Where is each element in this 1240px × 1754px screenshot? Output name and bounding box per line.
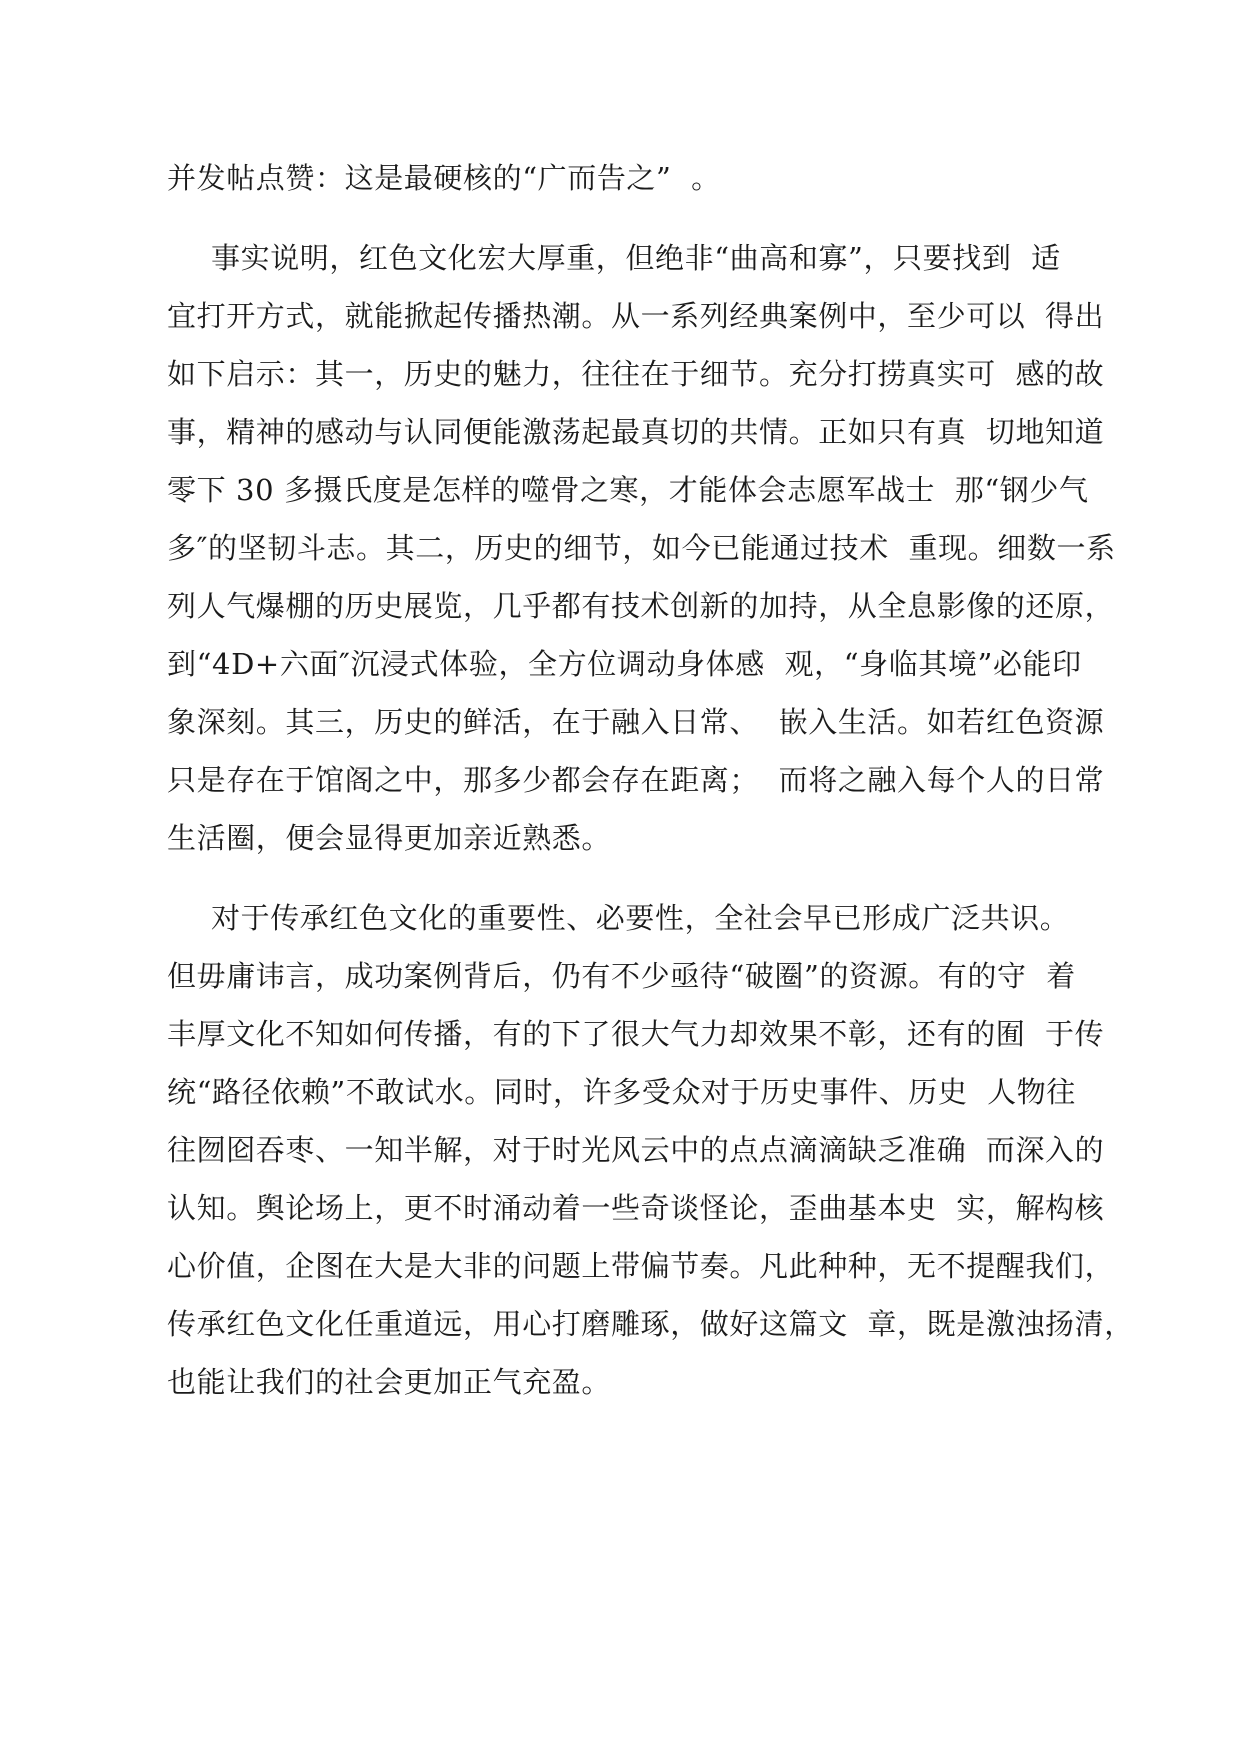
text-line: 零下 30 多摄氏度是怎样的噬骨之寒，才能体会志愿军战士 那“钢少气 [167,473,1089,507]
text-line: 对于传承红色文化的重要性、必要性，全社会早已形成广泛共识。 [211,901,1070,935]
text-line: 也能让我们的社会更加正气充盈。 [167,1365,612,1399]
text-line: 传承红色文化任重道远，用心打磨雕琢，做好这篇文 章，既是激浊扬清， [167,1307,1134,1341]
text-line: 往囫囵吞枣、一知半解，对于时光风云中的点点滴滴缺乏准确 而深入的 [167,1133,1105,1167]
text-line: 生活圈，便会显得更加亲近熟悉。 [167,821,612,855]
text-line: 但毋庸讳言，成功案例背后，仍有不少亟待“破圈”的资源。有的守 着 [167,959,1076,993]
text-line: 统“路径依赖”不敢试水。同时，许多受众对于历史事件、历史 人物往 [167,1075,1076,1109]
text-line: 列人气爆棚的历史展览，几乎都有技术创新的加持，从全息影像的还原， [167,589,1115,623]
text-line: 如下启示：其一，历史的魅力，往往在于细节。充分打捞真实可 感的故 [167,357,1105,391]
text-line: 事，精神的感动与认同便能激荡起最真切的共情。正如只有真 切地知道 [167,415,1105,449]
text-line: 只是存在于馆阁之中，那多少都会存在距离； 而将之融入每个人的日常 [167,763,1105,797]
text-line: 象深刻。其三，历史的鲜活，在于融入日常、 嵌入生活。如若红色资源 [167,705,1105,739]
text-line: 事实说明，红色文化宏大厚重，但绝非“曲高和寡”，只要找到 适 [211,241,1061,275]
text-line: 并发帖点赞：这是最硬核的“广而告之” 。 [167,161,721,195]
text-line: 宜打开方式，就能掀起传播热潮。从一系列经典案例中，至少可以 得出 [167,299,1105,333]
text-line: 多″的坚韧斗志。其二，历史的细节，如今已能通过技术 重现。细数一系 [167,531,1116,565]
text-line: 认知。舆论场上，更不时涌动着一些奇谈怪论，歪曲基本史 实，解构核 [167,1191,1105,1225]
text-line: 心价值，企图在大是大非的问题上带偏节奏。凡此种种，无不提醒我们， [167,1249,1115,1283]
text-line: 到“4D+六面″沉浸式体验，全方位调动身体感 观，“身临其境”必能印 [167,647,1082,681]
text-line: 丰厚文化不知如何传播，有的下了很大气力却效果不彰，还有的囿 于传 [167,1017,1105,1051]
